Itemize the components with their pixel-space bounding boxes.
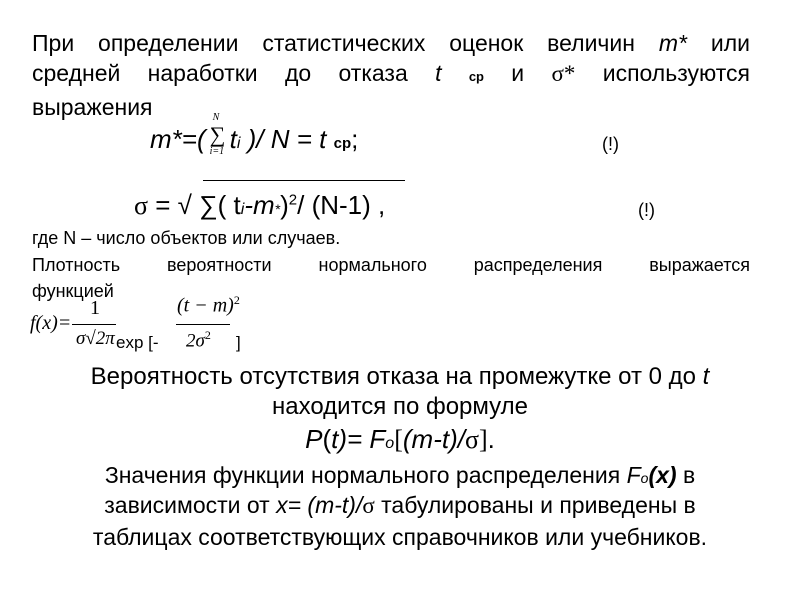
formula-sigma-mark: (!)	[638, 200, 655, 220]
formula-p-sigma: σ	[464, 425, 479, 454]
values-F-sub: o	[640, 470, 649, 486]
formula-p-t: t	[331, 424, 339, 454]
cp-subscript: ср	[468, 69, 484, 84]
formula-sigma-m: -m	[244, 190, 275, 220]
formula-sigma-i: i	[240, 201, 245, 218]
formula-sigma-rest: / (N-1) ,	[297, 190, 386, 220]
prob-t-symbol: t	[702, 363, 710, 390]
values-line-2-end: табулированы и приведены в	[374, 492, 696, 518]
ti-symbol: t	[229, 124, 237, 154]
ti-subscript: i	[236, 135, 241, 152]
formula-p-sub0: o	[385, 435, 395, 452]
sum-operator	[206, 112, 230, 157]
prob-line-2: находится по формуле	[272, 393, 528, 420]
density-den2	[186, 328, 211, 352]
values-line-1-text: Значения функции нормального распределения	[104, 462, 627, 488]
intro-line-2-end: используются	[575, 60, 750, 86]
sum-symbol: ∑	[209, 122, 226, 147]
density-line-2: функцией	[32, 281, 114, 301]
formula-mean	[150, 112, 359, 157]
sigma-symbol: σ	[134, 191, 149, 220]
density-paragraph	[32, 252, 750, 304]
prob-line-1	[0, 362, 800, 392]
formula-sigma	[134, 190, 385, 221]
density-num2-text: (t − m)	[177, 294, 234, 317]
radical-bar	[203, 180, 405, 181]
formula-sigma-square: 2	[288, 191, 298, 209]
formula-probability	[0, 424, 800, 459]
intro-line-2-and: и	[483, 60, 552, 86]
intro-paragraph	[32, 28, 750, 122]
density-num2-square: 2	[233, 293, 240, 307]
values-line-1	[0, 460, 800, 493]
values-line-3: таблицах соответствующих справочников или учебников.	[92, 524, 708, 550]
density-den2-text: 2σ	[186, 330, 205, 352]
density-num1: 1	[90, 297, 100, 319]
density-line-1: Плотность вероятности нормального распределения выражается	[32, 255, 750, 275]
values-line-2	[0, 490, 800, 521]
formula-p-open: (	[322, 424, 332, 454]
m-star-symbol: m*	[658, 30, 687, 56]
prob-line-1-text: Вероятность отсутствия отказа на промежутке от 0 до	[90, 363, 703, 390]
density-exp: exp [-	[116, 333, 159, 352]
formula-p-dot: .	[487, 424, 495, 454]
density-frac2-line	[176, 324, 230, 325]
sum-block	[206, 112, 230, 164]
formula-p: P	[305, 424, 323, 454]
intro-line-2	[32, 58, 750, 92]
formula-p-bracket-left: [	[394, 425, 403, 454]
values-F-symbol: F	[626, 462, 641, 488]
formula-sigma-eq: = √ ∑( t	[148, 190, 241, 220]
density-close: ]	[236, 333, 241, 352]
formula-p-expr: (m-t)/	[402, 424, 465, 454]
t-symbol: t	[435, 60, 442, 86]
values-line-2-text: зависимости от	[104, 492, 277, 518]
values-sigma: σ	[362, 493, 375, 518]
formula-mean-semicolon: ;	[351, 124, 359, 154]
formula-mean-cp: ср	[333, 135, 352, 152]
sum-lower-limit: i=1	[209, 146, 225, 157]
formula-p-eq: )= F	[338, 424, 386, 454]
values-line-1-end: в	[676, 462, 696, 488]
density-num2	[177, 293, 240, 318]
note-text: где N – число объектов или случаев.	[32, 228, 341, 248]
formula-mean-lhs: m*=(	[150, 124, 206, 154]
density-frac1-line	[72, 324, 116, 325]
intro-line-1-text: При определении статистических оценок величин	[32, 30, 659, 56]
intro-line-3: выражения	[32, 94, 153, 120]
formula-p-bracket-right: ]	[478, 425, 488, 454]
sum-upper-limit: N	[212, 112, 220, 123]
intro-line-2-text: средней наработки до отказа	[32, 60, 436, 86]
formula-sigma-star: *	[274, 201, 281, 217]
values-x-expr: x= (m-t)/	[276, 492, 363, 518]
density-den1: σ√2π	[76, 328, 115, 349]
intro-line-1-end: или	[686, 30, 750, 56]
density-den2-square: 2	[204, 328, 211, 342]
intro-line-1	[32, 28, 750, 58]
density-fx: f(x)=	[30, 312, 72, 334]
formula-mean-rest: )/ N = t	[240, 124, 334, 154]
formula-sigma-close: )	[280, 190, 289, 220]
values-F-arg: (x)	[648, 462, 677, 488]
sigma-star-symbol: σ*	[551, 61, 576, 86]
formula-mean-mark: (!)	[602, 134, 619, 154]
